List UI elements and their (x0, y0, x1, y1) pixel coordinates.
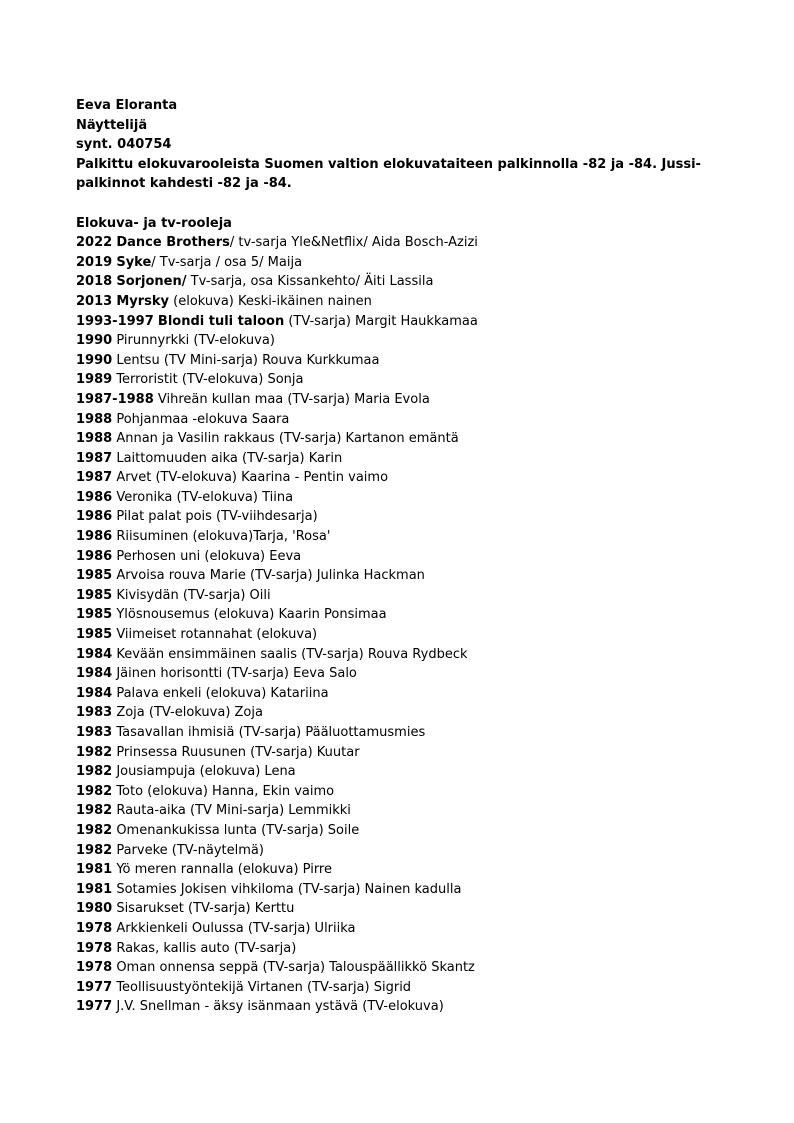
role-year: 2018 (76, 274, 113, 290)
role-details: Yö meren rannalla (elokuva) Pirre (112, 862, 332, 878)
role-details: Pohjanmaa -elokuva Saara (112, 411, 290, 427)
role-year: 1986 (76, 509, 113, 525)
role-title: Dance Brothers (116, 235, 230, 251)
role-details: Kevään ensimmäinen saalis (TV-sarja) Rouva Rydbeck (112, 646, 468, 662)
role-year: 1982 (76, 783, 113, 799)
role-entry (76, 233, 716, 253)
role-year: 1990 (76, 352, 113, 368)
role-year: 1978 (76, 960, 113, 976)
role-year: 1984 (76, 646, 113, 662)
role-entry (76, 468, 716, 488)
role-entry (76, 605, 716, 625)
role-year: 2019 (76, 254, 113, 270)
role-entry (76, 272, 716, 292)
role-year: 1988 (76, 431, 113, 447)
roles-list (76, 233, 716, 1017)
role-entry (76, 782, 716, 802)
role-details: Ylösnousemus (elokuva) Kaarin Ponsimaa (112, 607, 387, 623)
role-entry (76, 958, 716, 978)
role-entry (76, 370, 716, 390)
role-details: Tasavallan ihmisiä (TV-sarja) Pääluottamusmies (112, 725, 426, 740)
spacer (76, 194, 716, 214)
role-entry (76, 390, 716, 410)
role-year: 1987 (76, 470, 113, 486)
role-entry (76, 586, 716, 606)
role-details: Parveke (TV-näytelmä) (112, 842, 264, 858)
role-entry (76, 801, 716, 821)
role-year: 1982 (76, 822, 113, 838)
role-details: Jousiampuja (elokuva) Lena (112, 764, 296, 780)
role-entry (76, 449, 716, 469)
role-entry (76, 664, 716, 684)
role-details: Omenankukissa lunta (TV-sarja) Soile (112, 822, 360, 838)
role-entry (76, 723, 716, 743)
role-year: 1978 (76, 940, 113, 956)
actor-name: Eeva Eloranta (76, 98, 178, 113)
role-details: J.V. Snellman - äksy isänmaan ystävä (TV-elokuva) (112, 999, 444, 1015)
role-details: Pilat palat pois (TV-viihdesarja) (112, 509, 318, 525)
role-details: Laittomuuden aika (TV-sarja) Karin (112, 450, 343, 466)
role-year: 1993-1997 (76, 313, 154, 329)
role-details: Zoja (TV-elokuva) Zoja (112, 705, 263, 721)
role-year: 1978 (76, 920, 113, 936)
role-entry (76, 312, 716, 332)
role-entry (76, 253, 716, 273)
role-entry (76, 899, 716, 919)
role-year: 1977 (76, 999, 113, 1015)
role-entry (76, 880, 716, 900)
role-details: Arvoisa rouva Marie (TV-sarja) Julinka Hackman (112, 568, 425, 584)
section-title: Elokuva- ja tv-rooleja (76, 215, 232, 231)
birth-date: synt. 040754 (76, 137, 172, 153)
role-details: Annan ja Vasilin rakkaus (TV-sarja) Kartanon emäntä (112, 431, 459, 447)
role-entry (76, 939, 716, 959)
role-year: 1982 (76, 803, 113, 819)
role-entry (76, 625, 716, 645)
role-year: 1986 (76, 489, 113, 505)
role-entry (76, 703, 716, 723)
role-year: 1981 (76, 881, 113, 897)
role-year: 1986 (76, 529, 113, 545)
role-year: 1990 (76, 333, 113, 349)
role-year: 2022 (76, 235, 113, 251)
role-details: Prinsessa Ruusunen (TV-sarja) Kuutar (112, 744, 360, 760)
role-entry (76, 684, 716, 704)
role-entry (76, 429, 716, 449)
role-year: 1983 (76, 705, 113, 721)
role-details: Palava enkeli (elokuva) Katariina (112, 685, 329, 701)
role-year: 1986 (76, 548, 113, 564)
role-entry (76, 410, 716, 430)
role-year: 1985 (76, 627, 113, 643)
role-details: Riisuminen (elokuva)Tarja, 'Rosa' (112, 529, 331, 545)
role-year: 1983 (76, 725, 113, 740)
role-year: 1982 (76, 842, 113, 858)
role-year: 1981 (76, 862, 113, 878)
role-entry (76, 997, 716, 1017)
role-details: Pirunnyrkki (TV-elokuva) (112, 333, 275, 349)
role-details: Tv-sarja, osa Kissankehto/ Äiti Lassila (186, 274, 434, 290)
role-details: Sisarukset (TV-sarja) Kerttu (112, 901, 295, 917)
role-details: Arkkienkeli Oulussa (TV-sarja) Ulriika (112, 920, 356, 936)
role-details: Kivisydän (TV-sarja) Oili (112, 587, 271, 603)
role-details: Teollisuustyöntekijä Virtanen (TV-sarja) Sigrid (112, 979, 412, 995)
role-details: Jäinen horisontti (TV-sarja) Eeva Salo (112, 666, 357, 682)
role-entry (76, 821, 716, 841)
role-entry (76, 762, 716, 782)
role-entry (76, 292, 716, 312)
role-year: 1982 (76, 744, 113, 760)
role-title: Sorjonen/ (116, 274, 187, 290)
role-year: 1989 (76, 372, 113, 388)
role-details: Rauta-aika (TV Mini-sarja) Lemmikki (112, 803, 351, 819)
role-entry (76, 331, 716, 351)
role-details: Veronika (TV-elokuva) Tiina (112, 489, 294, 505)
role-entry (76, 527, 716, 547)
role-year: 1985 (76, 587, 113, 603)
role-details: Sotamies Jokisen vihkiloma (TV-sarja) Nainen kadulla (112, 881, 462, 897)
role-details: (TV-sarja) Margit Haukkamaa (284, 313, 478, 329)
role-details: (elokuva) Keski-ikäinen nainen (169, 293, 372, 309)
role-details: Perhosen uni (elokuva) Eeva (112, 548, 302, 564)
role-entry (76, 743, 716, 763)
role-details: / Tv-sarja / osa 5/ Maija (151, 254, 303, 270)
role-title: Syke (116, 254, 152, 270)
role-year: 1985 (76, 607, 113, 623)
role-year: 2013 (76, 293, 113, 309)
role-year: 1982 (76, 764, 113, 780)
profession: Näyttelijä (76, 117, 148, 133)
role-entry (76, 919, 716, 939)
role-title: Myrsky (116, 293, 170, 309)
role-entry (76, 978, 716, 998)
role-details: Oman onnensa seppä (TV-sarja) Talouspäällikkö Skantz (112, 960, 475, 976)
role-entry (76, 841, 716, 861)
role-details: Terroristit (TV-elokuva) Sonja (112, 372, 304, 388)
role-details: / tv-sarja Yle&Netflix/ Aida Bosch-Azizi (229, 235, 478, 251)
role-title: Blondi tuli taloon (157, 313, 285, 329)
document-page (76, 96, 716, 1017)
role-year: 1980 (76, 901, 113, 917)
role-entry (76, 351, 716, 371)
role-year: 1987 (76, 450, 113, 466)
role-year: 1984 (76, 666, 113, 682)
role-year: 1987-1988 (76, 391, 154, 407)
role-year: 1977 (76, 979, 113, 995)
role-details: Viimeiset rotannahat (elokuva) (112, 627, 318, 643)
role-details: Vihreän kullan maa (TV-sarja) Maria Evola (153, 391, 430, 407)
role-year: 1985 (76, 568, 113, 584)
role-entry (76, 547, 716, 567)
role-details: Lentsu (TV Mini-sarja) Rouva Kurkkumaa (112, 352, 380, 368)
role-entry (76, 507, 716, 527)
role-details: Arvet (TV-elokuva) Kaarina - Pentin vaimo (112, 470, 389, 486)
role-entry (76, 645, 716, 665)
role-details: Rakas, kallis auto (TV-sarja) (112, 940, 297, 956)
award-text: Palkittu elokuvarooleista Suomen valtion elokuvataiteen palkinnolla -82 ja -84. Jussi-palkinnot kahdesti -82 ja -84. (76, 156, 701, 192)
role-year: 1984 (76, 685, 113, 701)
role-entry (76, 488, 716, 508)
role-entry (76, 566, 716, 586)
role-year: 1988 (76, 411, 113, 427)
role-entry (76, 860, 716, 880)
role-details: Toto (elokuva) Hanna, Ekin vaimo (112, 783, 335, 799)
